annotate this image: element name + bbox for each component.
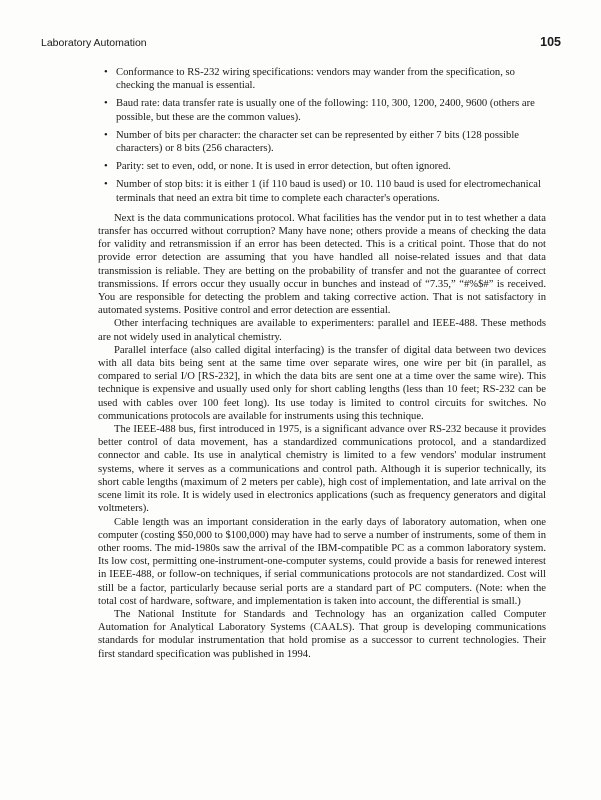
paragraph-protocol: Next is the data communications protocol. What facilities has the vendor put in to test whether a data transfer has occurred without corruption? Many have none; others provide a means of checking the data for validity and retransmission if an error has been detected. This is a critical point. Those that do not provide error detection are assuming that you have handled all noise-related issues and that data transmission is reliable. They are betting on the probability of transfer and not the guarantee of correct transmissions. If errors occur they usually occur in bunches and instead of “7.35,” “#%$#” is received. You are responsible for detecting the problem and taking corrective action. That is not satisfactory in automated systems. Positive control and error detection are essential. xyxy=(98,212,546,317)
body-text xyxy=(98,66,546,661)
paragraph-cable-length: Cable length was an important consideration in the early days of laboratory automation, when one computer (costing $50,000 to $100,000) may have had to serve a number of instruments, some of them in other rooms. The mid-1980s saw the arrival of the IBM-compatible PC as a common laboratory system. Its low cost, permitting one-instrument-one-computer systems, could provide a basis for renewed interest in IEEE-488, or follow-on techniques, if serial communications protocols are not standardized. Cost will still be a factor, particularly because serial ports are a standard part of PC computers. (Note: when the total cost of hardware, software, and implementation is taken into account, the differential is small.) xyxy=(98,516,546,607)
list-item: • Baud rate: data transfer rate is usually one of the following: 110, 300, 1200, 2400, 9600 (others are possible, but these are the common values). xyxy=(116,97,546,123)
page-header xyxy=(41,33,561,53)
paragraph-other-interfaces: Other interfacing techniques are available to experimenters: parallel and IEEE-488. These methods are not widely used in analytical chemistry. xyxy=(98,318,546,343)
paragraph-parallel: Parallel interface (also called digital interfacing) is the transfer of digital data between two devices with all data bits being sent at the same time over separate wires, one wire per bit (in parallel, as compared to serial I/O [RS-232], in which the data bits are sent one at a time over the same wire). This technique is expensive and usually used only for short cabling lengths (less than 10 feet; RS-232 can be used with cables over 100 feet long). Its use today is limited to control circuits for switches. No communications protocols are available for instruments using this technique. xyxy=(98,344,546,422)
list-item: • Parity: set to even, odd, or none. It is used in error detection, but often ignored. xyxy=(116,160,546,173)
running-head: Laboratory Automation xyxy=(41,37,147,49)
rs232-checklist xyxy=(98,66,546,205)
paragraph-ieee488: The IEEE-488 bus, first introduced in 1975, is a significant advance over RS-232 because it provides better control of data movement, has a standardized communications protocol, and a standardized connector and cable. Its use in analytical chemistry is limited to a few vendors' modular instrument systems, where it serves as a communications and control path. Although it is superior technically, its short cable lengths (maximum of 2 meters per cable), high cost of implementation, and late arrival on the scene limit its role. It is widely used in electronics applications (such as frequency generators and digital voltmeters). xyxy=(98,424,546,515)
paragraph-nist-caals: The National Institute for Standards and Technology has an organization called Computer Automation for Analytical Laboratory Systems (CAALS). That group is developing communications standards for modular instrumentation that hold promise as a successor to current technologies. Their first standard specification was published in 1994. xyxy=(98,608,546,660)
page-number: 105 xyxy=(540,35,561,49)
list-item: • Number of bits per character: the character set can be represented by either 7 bits (128 possible characters) or 8 bits (256 characters). xyxy=(116,129,546,155)
list-item: • Conformance to RS-232 wiring specifications: vendors may wander from the specification, so checking the manual is essential. xyxy=(116,66,546,92)
list-item: • Number of stop bits: it is either 1 (if 110 baud is used) or 10. 110 baud is used for electromechanical terminals that need an extra bit time to complete each character's operations. xyxy=(116,178,546,204)
